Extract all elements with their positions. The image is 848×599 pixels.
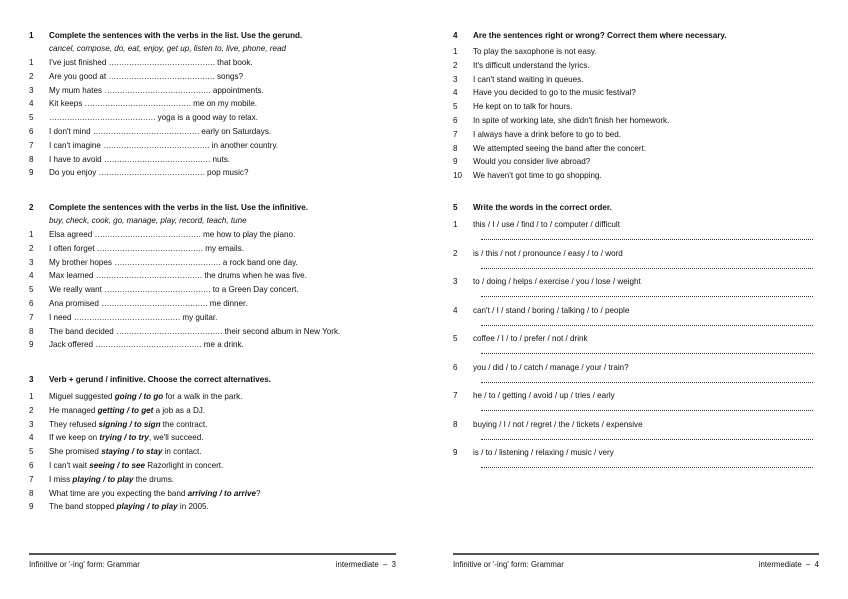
exercise-heading xyxy=(29,201,399,214)
choice-options[interactable]: seeing / to see xyxy=(89,460,146,470)
word-prompt xyxy=(453,446,819,460)
list-item xyxy=(453,418,819,447)
sentence-start: My mum hates xyxy=(49,85,105,95)
item-number: 3 xyxy=(29,85,34,95)
answer-line[interactable] xyxy=(481,403,813,411)
item-number: 8 xyxy=(453,419,458,429)
answer-blank[interactable]: …………………………………… xyxy=(101,298,208,308)
sentence-end: in another country. xyxy=(209,140,279,150)
sentence-end: me how to play the piano. xyxy=(200,230,296,239)
sentence-end: the drums. xyxy=(133,474,175,484)
sentence-start: Max learned xyxy=(49,271,96,281)
answer-blank[interactable]: …………………………………… xyxy=(95,271,203,281)
sentence-start: Jack offered xyxy=(49,340,96,350)
item-number: 6 xyxy=(29,126,34,136)
sentence-start: My brother hopes xyxy=(49,257,115,267)
sentence-start: I can't imagine xyxy=(49,140,104,150)
answer-blank[interactable]: …………………………………… xyxy=(73,312,181,322)
list-item xyxy=(29,84,399,98)
list-item xyxy=(453,218,819,247)
item-number: 7 xyxy=(453,391,458,400)
item-number: 6 xyxy=(453,115,458,125)
list-item xyxy=(29,500,399,514)
list-item xyxy=(29,459,399,473)
list-item xyxy=(453,332,819,361)
item-number: 6 xyxy=(29,298,34,308)
sentence-end: early on Saturdays. xyxy=(199,126,272,136)
sentence-end: Razorlight in concert. xyxy=(145,460,224,470)
page-footer-right xyxy=(453,553,819,572)
list-item xyxy=(29,269,399,283)
sentence-start: I can't wait xyxy=(49,460,90,470)
item-number: 1 xyxy=(29,58,34,67)
list-item xyxy=(29,338,399,352)
sentence-start: Do you enjoy xyxy=(49,168,99,178)
list-item xyxy=(29,473,399,487)
exercise-number: 3 xyxy=(29,375,34,384)
exercise-title: Complete the sentences with the verbs in the list. Use the infinitive. xyxy=(49,203,309,212)
item-number: 9 xyxy=(29,168,34,178)
scrambled-words: to / doing / helps / exercise / you / lose / weight xyxy=(473,277,641,286)
sentence-start: I miss xyxy=(49,474,73,484)
list-item xyxy=(453,128,819,142)
choice-options[interactable]: trying / to try xyxy=(99,433,149,443)
exercise-number: 1 xyxy=(29,31,34,40)
exercise-heading xyxy=(29,29,399,42)
list-item xyxy=(29,445,399,459)
list-item xyxy=(29,404,399,418)
answer-line[interactable] xyxy=(481,318,813,326)
item-number: 5 xyxy=(29,447,34,457)
sentence-start: If we keep on xyxy=(49,433,100,443)
item-number: 9 xyxy=(453,448,458,457)
choice-options[interactable]: playing / to play xyxy=(72,474,134,484)
item-number: 4 xyxy=(453,88,458,98)
sentence-start: Elsa agreed xyxy=(49,230,95,239)
sentence-end: nuts. xyxy=(210,154,231,164)
word-list: cancel, compose, do, eat, enjoy, get up, listen to, live, phone, read xyxy=(49,44,286,53)
word-prompt xyxy=(453,418,819,432)
sentence-end: that book. xyxy=(214,58,253,67)
sentence-end: me dinner. xyxy=(207,298,248,308)
sentence-end: in 2005. xyxy=(177,502,209,512)
left-column xyxy=(29,29,399,514)
list-item xyxy=(453,73,819,87)
exercise-title: Are the sentences right or wrong? Correct them where necessary. xyxy=(473,31,727,40)
choice-options[interactable]: arriving / to arrive xyxy=(187,488,256,498)
sentence-start: We really want xyxy=(49,285,105,295)
list-item xyxy=(29,431,399,445)
sentence-text: We attempted seeing the band after the concert. xyxy=(473,143,647,153)
scrambled-words: is / this / not / pronounce / easy / to / word xyxy=(473,248,623,258)
sentence-text: In spite of working late, she didn't finish her homework. xyxy=(473,115,670,125)
sentence-start: Are you good at xyxy=(49,71,109,81)
sentence-text: Would you consider live abroad? xyxy=(473,157,591,167)
answer-line[interactable] xyxy=(481,346,813,354)
sentence-end: in contact. xyxy=(162,447,202,457)
item-number: 7 xyxy=(29,140,34,150)
list-item xyxy=(29,56,399,70)
scrambled-words: buying / I / not / regret / the / tickets / expensive xyxy=(473,419,643,429)
list-item xyxy=(453,169,819,183)
sentence-start: Miguel suggested xyxy=(49,392,115,401)
exercise-number: 5 xyxy=(453,203,458,212)
sentence-text: He kept on to talk for hours. xyxy=(473,102,573,112)
list-item xyxy=(29,70,399,84)
list-item xyxy=(29,256,399,270)
exercise-title: Complete the sentences with the verbs in the list. Use the gerund. xyxy=(49,31,303,40)
sentence-text: It's difficult understand the lyrics. xyxy=(473,60,590,70)
answer-blank[interactable]: …………………………………… xyxy=(103,140,210,150)
item-number: 1 xyxy=(29,392,34,401)
list-item xyxy=(453,86,819,100)
sentence-start: What time are you expecting the band xyxy=(49,488,188,498)
exercise-1 xyxy=(29,29,399,201)
item-number: 3 xyxy=(29,257,34,267)
sentence-end: pop music? xyxy=(204,168,249,178)
exercise-5 xyxy=(453,201,819,475)
list-item xyxy=(29,311,399,325)
item-number: 7 xyxy=(453,129,458,139)
list-item xyxy=(453,275,819,304)
footer-level: intermediate – 4 xyxy=(758,560,819,569)
exercise-heading xyxy=(453,201,819,214)
list-item xyxy=(453,45,819,59)
footer-title: Infinitive or '-ing' form: Grammar xyxy=(29,560,140,569)
exercise-4 xyxy=(453,29,819,201)
exercise-3 xyxy=(29,373,399,514)
sentence-end: songs? xyxy=(214,71,244,81)
answer-line[interactable] xyxy=(481,375,813,383)
list-item xyxy=(29,111,399,125)
sentence-text: We haven't got time to go shopping. xyxy=(473,171,602,181)
scrambled-words: he / to / getting / avoid / up / tries / early xyxy=(473,391,615,400)
sentence-end: appointments. xyxy=(210,85,264,95)
exercise-heading xyxy=(453,29,819,42)
item-number: 1 xyxy=(453,47,458,56)
item-number: 5 xyxy=(29,285,34,295)
list-item xyxy=(29,166,399,180)
answer-line[interactable] xyxy=(481,460,813,468)
sentence-end: my emails. xyxy=(203,243,244,253)
item-number: 2 xyxy=(29,71,34,81)
list-item xyxy=(29,153,399,167)
scrambled-words: coffee / I / to / prefer / not / drink xyxy=(473,334,588,343)
exercise-number: 2 xyxy=(29,203,34,212)
item-number: 8 xyxy=(29,154,34,164)
sentence-start: Ana promised xyxy=(49,298,102,308)
exercise-title: Verb + gerund / infinitive. Choose the correct alternatives. xyxy=(49,375,271,384)
sentence-end: me a drink. xyxy=(201,340,244,350)
answer-blank[interactable]: …………………………………… xyxy=(108,58,215,67)
list-item xyxy=(29,228,399,242)
item-number: 2 xyxy=(29,405,34,415)
answer-line[interactable] xyxy=(481,289,813,297)
list-item xyxy=(453,100,819,114)
answer-blank[interactable]: …………………………………… xyxy=(96,243,204,253)
list-item xyxy=(453,304,819,333)
answer-blank[interactable]: …………………………………… xyxy=(108,71,215,81)
item-number: 2 xyxy=(453,248,458,258)
sentence-end: the contract. xyxy=(160,419,208,429)
list-item xyxy=(29,97,399,111)
item-number: 6 xyxy=(453,362,458,372)
scrambled-words: this / I / use / find / to / computer / difficult xyxy=(473,220,620,229)
item-number: 5 xyxy=(453,334,458,343)
list-item xyxy=(453,446,819,475)
scrambled-words: is / to / listening / relaxing / music / very xyxy=(473,448,614,457)
sentence-end: for a walk in the park. xyxy=(163,392,243,401)
sentence-start: He managed xyxy=(49,405,98,415)
choice-options[interactable]: going / to go xyxy=(114,392,164,401)
choice-options[interactable]: staying / to stay xyxy=(101,447,163,457)
answer-blank[interactable]: …………………………………… xyxy=(94,230,201,239)
item-number: 8 xyxy=(29,488,34,498)
word-prompt xyxy=(453,389,819,403)
sentence-end: ? xyxy=(255,488,261,498)
list-item xyxy=(29,297,399,311)
item-number: 6 xyxy=(29,460,34,470)
list-item xyxy=(453,155,819,169)
sentence-end: a job as a DJ. xyxy=(153,405,206,415)
exercise-number: 4 xyxy=(453,31,458,40)
list-item xyxy=(29,390,399,404)
item-number: 3 xyxy=(453,74,458,84)
list-item xyxy=(453,247,819,276)
sentence-start: The band stopped xyxy=(49,502,117,512)
answer-blank[interactable]: …………………………………… xyxy=(104,285,211,295)
scrambled-words: can't / I / stand / boring / talking / to / people xyxy=(473,305,630,315)
answer-blank[interactable]: …………………………………… xyxy=(104,85,211,95)
word-prompt xyxy=(453,332,819,346)
sentence-end: yoga is a good way to relax. xyxy=(155,113,258,123)
sentence-end: their second album in New York. xyxy=(222,326,341,336)
item-number: 3 xyxy=(29,419,34,429)
item-number: 4 xyxy=(29,99,34,109)
answer-blank[interactable]: …………………………………… xyxy=(49,113,156,123)
item-number: 9 xyxy=(29,502,34,512)
list-item xyxy=(453,142,819,156)
sentence-end: the drums when he was five. xyxy=(202,271,307,281)
choice-options[interactable]: signing / to sign xyxy=(98,419,161,429)
item-number: 10 xyxy=(453,171,463,181)
answer-blank[interactable]: …………………………………… xyxy=(103,154,211,164)
list-item xyxy=(453,389,819,418)
item-number: 2 xyxy=(453,60,458,70)
item-number: 5 xyxy=(453,102,458,112)
sentence-start: I've just finished xyxy=(49,58,109,67)
item-number: 5 xyxy=(29,113,34,123)
list-item xyxy=(453,59,819,73)
exercise-2 xyxy=(29,201,399,373)
answer-blank[interactable]: …………………………………… xyxy=(84,99,191,109)
sentence-start: They refused xyxy=(49,419,99,429)
sentence-start: She promised xyxy=(49,447,102,457)
right-column xyxy=(453,29,819,475)
answer-blank[interactable]: …………………………………… xyxy=(92,126,200,136)
list-item xyxy=(29,325,399,339)
answer-blank[interactable]: …………………………………… xyxy=(98,168,205,178)
list-item xyxy=(29,139,399,153)
list-item xyxy=(29,283,399,297)
sentence-start: I often forget xyxy=(49,243,97,253)
item-number: 4 xyxy=(29,271,34,281)
item-number: 7 xyxy=(29,474,34,484)
item-number: 1 xyxy=(453,220,458,229)
answer-line[interactable] xyxy=(481,432,813,440)
item-number: 1 xyxy=(29,230,34,239)
sentence-end: my guitar. xyxy=(180,312,218,322)
sentence-end: me on my mobile. xyxy=(190,99,257,109)
list-item xyxy=(29,242,399,256)
list-item xyxy=(453,361,819,390)
exercise-heading xyxy=(29,373,399,386)
word-prompt xyxy=(453,218,819,232)
sentence-text: I always have a drink before to go to bed. xyxy=(473,129,622,139)
sentence-start: The band decided xyxy=(49,326,117,336)
item-number: 8 xyxy=(453,143,458,153)
sentence-start: Kit keeps xyxy=(49,99,85,109)
list-item xyxy=(29,125,399,139)
sentence-end: a rock band one day. xyxy=(220,257,298,267)
sentence-start: I need xyxy=(49,312,74,322)
sentence-start: I have to avoid xyxy=(49,154,104,164)
item-number: 9 xyxy=(453,157,458,167)
footer-level: intermediate – 3 xyxy=(335,560,396,569)
item-number: 8 xyxy=(29,326,34,336)
exercise-title: Write the words in the correct order. xyxy=(473,203,612,212)
sentence-start: I don't mind xyxy=(49,126,93,136)
item-number: 9 xyxy=(29,340,34,350)
page-footer-left xyxy=(29,553,396,572)
item-number: 7 xyxy=(29,312,34,322)
item-number: 3 xyxy=(453,277,458,286)
sentence-text: To play the saxophone is not easy. xyxy=(473,47,597,56)
word-prompt xyxy=(453,275,819,289)
answer-blank[interactable]: …………………………………… xyxy=(95,340,202,350)
list-item xyxy=(29,487,399,501)
answer-line[interactable] xyxy=(481,232,813,240)
footer-title: Infinitive or '-ing' form: Grammar xyxy=(453,560,564,569)
choice-options[interactable]: playing / to play xyxy=(116,502,178,512)
list-item xyxy=(453,114,819,128)
choice-options[interactable]: getting / to get xyxy=(97,405,154,415)
word-prompt xyxy=(453,304,819,318)
sentence-end: , we'll succeed. xyxy=(148,433,204,443)
list-item xyxy=(29,418,399,432)
answer-blank[interactable]: …………………………………… xyxy=(114,257,221,267)
word-prompt xyxy=(453,361,819,375)
sentence-end: to a Green Day concert. xyxy=(210,285,299,295)
answer-line[interactable] xyxy=(481,261,813,269)
word-prompt xyxy=(453,247,819,261)
scrambled-words: you / did / to / catch / manage / your / train? xyxy=(473,362,629,372)
answer-blank[interactable]: …………………………………… xyxy=(116,326,223,336)
item-number: 4 xyxy=(453,305,458,315)
sentence-text: Have you decided to go to the music festival? xyxy=(473,88,636,98)
word-list: buy, check, cook, go, manage, play, record, teach, tune xyxy=(49,216,247,225)
item-number: 4 xyxy=(29,433,34,443)
item-number: 2 xyxy=(29,243,34,253)
sentence-text: I can't stand waiting in queues. xyxy=(473,74,584,84)
